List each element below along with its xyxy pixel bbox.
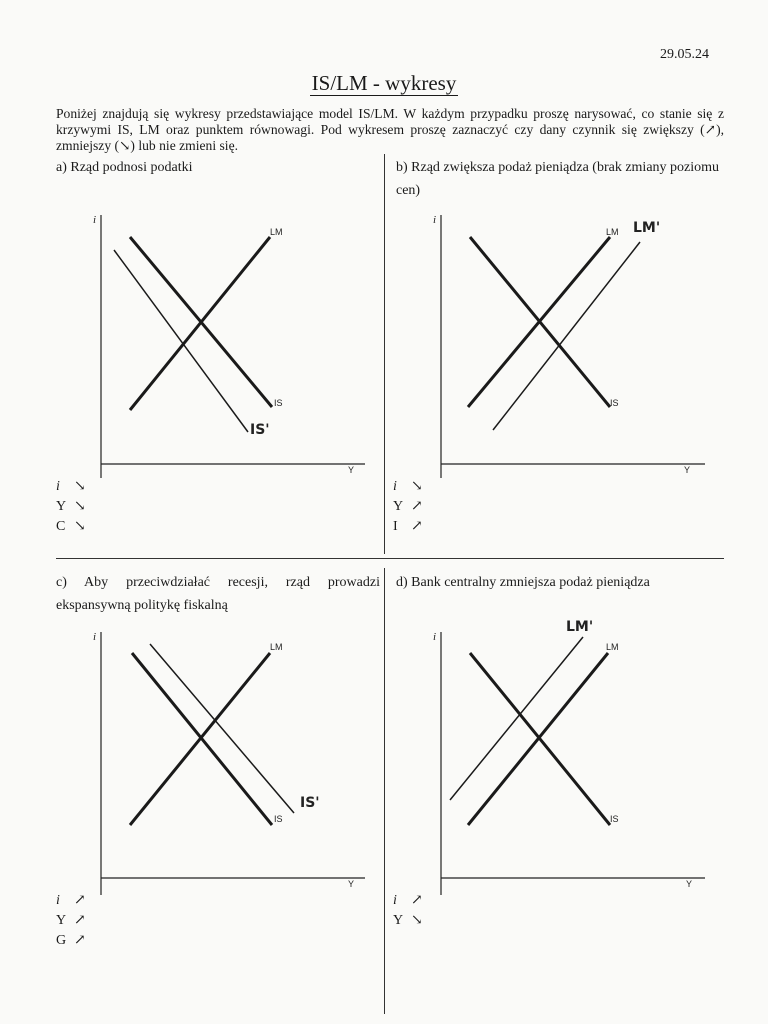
- answer-row: i ↘: [56, 477, 86, 497]
- lm-label: LM: [270, 227, 283, 237]
- date: 29.05.24: [660, 47, 709, 62]
- is-shifted-curve: [150, 644, 294, 813]
- answer-arrow: ↗: [74, 933, 86, 948]
- lm-shift-label: LM': [566, 619, 594, 635]
- question-c-text: c) Aby przeciwdziałać recesji, rząd prowadzi ekspansywną politykę fiskalną: [56, 575, 380, 613]
- horizontal-divider: [56, 558, 724, 559]
- is-label: IS: [610, 398, 619, 408]
- answers-c: [56, 891, 86, 951]
- is-shift-label: IS': [250, 422, 270, 438]
- is-label: IS: [610, 814, 619, 824]
- answer-arrow: ↘: [411, 479, 423, 494]
- y-axis-label: i: [93, 214, 97, 226]
- vertical-divider-top: [384, 154, 385, 554]
- is-curve: [470, 653, 610, 825]
- is-label: IS: [274, 814, 283, 824]
- answers-a: [56, 477, 86, 537]
- vertical-divider-bottom: [384, 568, 385, 1014]
- answer-arrow: ↗: [411, 519, 423, 534]
- lm-shifted-curve: [450, 637, 583, 800]
- question-a-text: a) Rząd podnosi podatki: [56, 160, 193, 175]
- is-shift-label: IS': [300, 795, 320, 811]
- answer-row: I ↗: [393, 517, 423, 537]
- x-axis-label: Y: [684, 465, 691, 475]
- answer-row: i ↘: [393, 477, 423, 497]
- answer-row: Y ↘: [56, 497, 86, 517]
- answers-d: [393, 891, 423, 931]
- x-axis-label: Y: [686, 879, 693, 889]
- answers-b: [393, 477, 423, 537]
- answer-row: Y ↘: [393, 911, 423, 931]
- lm-label: LM: [270, 642, 283, 652]
- answer-arrow: ↗: [411, 499, 423, 514]
- x-axis-label: Y: [348, 465, 355, 475]
- lm-curve: [130, 653, 270, 825]
- answer-arrow: ↘: [74, 499, 86, 514]
- question-b-text: b) Rząd zwiększa podaż pieniądza (brak zmiany poziomu cen): [396, 160, 720, 198]
- answer-arrow: ↘: [74, 479, 86, 494]
- lm-curve: [468, 653, 608, 825]
- answer-arrow: ↗: [74, 893, 86, 908]
- lm-shift-label: LM': [633, 220, 661, 236]
- instructions: Poniżej znajdują się wykresy przedstawiające model IS/LM. W każdym przypadku proszę narysować, co stanie się z krzywymi IS, LM oraz punktem równowagi. Pod wykresem proszę zaznaczyć czy dany czynnik się zwiększy (↗), zmniejszy (↘) lub nie zmieni się.: [56, 106, 724, 153]
- answer-row: Y ↗: [56, 911, 86, 931]
- answer-arrow: ↗: [411, 893, 423, 908]
- answer-row: G ↗: [56, 931, 86, 951]
- y-axis-label: i: [93, 631, 97, 643]
- graph-a: [80, 200, 380, 485]
- y-axis-label: i: [433, 631, 437, 643]
- answer-row: Y ↗: [393, 497, 423, 517]
- is-curve: [132, 653, 272, 825]
- answer-row: C ↘: [56, 517, 86, 537]
- graph-c: [80, 617, 380, 902]
- is-label: IS: [274, 398, 283, 408]
- graph-b: [420, 200, 720, 485]
- graph-d: [420, 617, 720, 902]
- page-title: IS/LM - wykresy: [311, 71, 457, 95]
- answer-row: i ↗: [56, 891, 86, 911]
- question-d-text: d) Bank centralny zmniejsza podaż pieniądza: [396, 575, 650, 590]
- answer-arrow: ↗: [74, 913, 86, 928]
- y-axis-label: i: [433, 214, 437, 226]
- answer-row: i ↗: [393, 891, 423, 911]
- answer-arrow: ↘: [74, 519, 86, 534]
- answer-arrow: ↘: [411, 913, 423, 928]
- lm-label: LM: [606, 642, 619, 652]
- x-axis-label: Y: [348, 879, 355, 889]
- lm-label: LM: [606, 227, 619, 237]
